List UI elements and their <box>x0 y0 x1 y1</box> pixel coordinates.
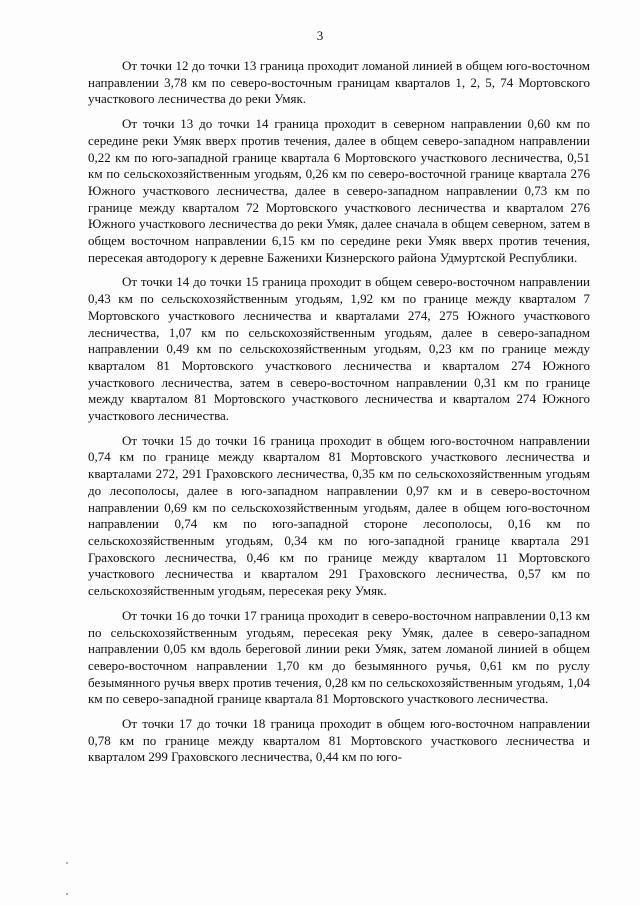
page-number: 3 <box>316 28 324 43</box>
scan-speck <box>66 893 68 895</box>
scan-speck <box>66 862 68 864</box>
paragraph-point-12-13: От точки 12 до точки 13 граница проходит ломаной линией в общем юго-восточном направлении 3,78 км по северо-восточным границам кварталов 1, 2, 5, 74 Мортовского участкового лесничества до реки Умяк. <box>88 58 590 107</box>
document-body <box>88 58 590 766</box>
paragraph-point-15-16: От точки 15 до точки 16 граница проходит в общем юго-восточном направлении 0,74 км по границе между кварталом 81 Мортовского участкового лесничества и кварталами 272, 291 Граховского лесничества, 0,35 км по сельскохозяйственным угодьям до лесополосы, далее в юго-западном направлении 0,97 км и в северо-восточном направлении 0,69 км по сельскохозяйственным угодьям, далее в общем юго-восточном направлении 0,74 км по юго-западной стороне лесополосы, 0,16 км по сельскохозяйственным угодьям, 0,34 км по юго-западной границе квартала 291 Граховского лесничества, 0,46 км по границе между кварталом 11 Мортовского участкового лесничества и кварталом 291 Граховского лесничества, 0,57 км по сельскохозяйственным угодьям, пересекая реку Умяк. <box>88 432 590 599</box>
paragraph-point-14-15: От точки 14 до точки 15 граница проходит в общем северо-восточном направлении 0,43 км по сельскохозяйственным угодьям, 1,92 км по границе между кварталом 7 Мортовского участкового лесничества и кварталами 274, 275 Южного участкового лесничества, 1,07 км по сельскохозяйственным угодьям, далее в северо-западном направлении 0,49 км по сельскохозяйственным угодьям, 0,23 км по границе между кварталом 81 Мортовского участкового лесничества и кварталом 274 Южного участкового лесничества, затем в северо-восточном направлении 0,31 км по границе между кварталом 81 Мортовского участкового лесничества и кварталом 274 Южного участкового лесничества. <box>88 274 590 424</box>
paragraph-point-13-14: От точки 13 до точки 14 граница проходит в северном направлении 0,60 км по середине реки Умяк вверх против течения, далее в общем северо-западном направлении 0,22 км по юго-западной границе квартала 6 Мортовского участкового лесничества, 0,51 км по сельскохозяйственным угодьям, 0,26 км по северо-восточной границе квартала 276 Южного участкового лесничества, далее в северо-западном направлении 0,73 км по границе между кварталом 72 Мортовского участкового лесничества и кварталом 276 Южного участкового лесничества до реки Умяк, далее сначала в общем северном, затем в общем восточном направлении 6,15 км по середине реки Умяк вверх против течения, пересекая автодорогу к деревне Баженихи Кизнерского района Удмуртской Республики. <box>88 116 590 265</box>
paragraph-point-16-17: От точки 16 до точки 17 граница проходит в северо-восточном направлении 0,13 км по сельскохозяйственным угодьям, пересекая реку Умяк, далее в северо-западном направлении 0,05 км вдоль береговой линии реки Умяк, затем ломаной линией в общем северо-восточном направлении 1,70 км до безымянного ручья, 0,61 км по руслу безымянного ручья вверх против течения, 0,28 км по сельскохозяйственным угодьям, 1,04 км по северо-западной границе квартала 81 Мортовского участкового лесничества. <box>88 607 590 707</box>
paragraph-point-17-18: От точки 17 до точки 18 граница проходит в общем юго-восточном направлении 0,78 км по границе между кварталом 81 Мортовского участкового лесничества и кварталом 299 Граховского лесничества, 0,44 км по юго- <box>88 716 590 765</box>
